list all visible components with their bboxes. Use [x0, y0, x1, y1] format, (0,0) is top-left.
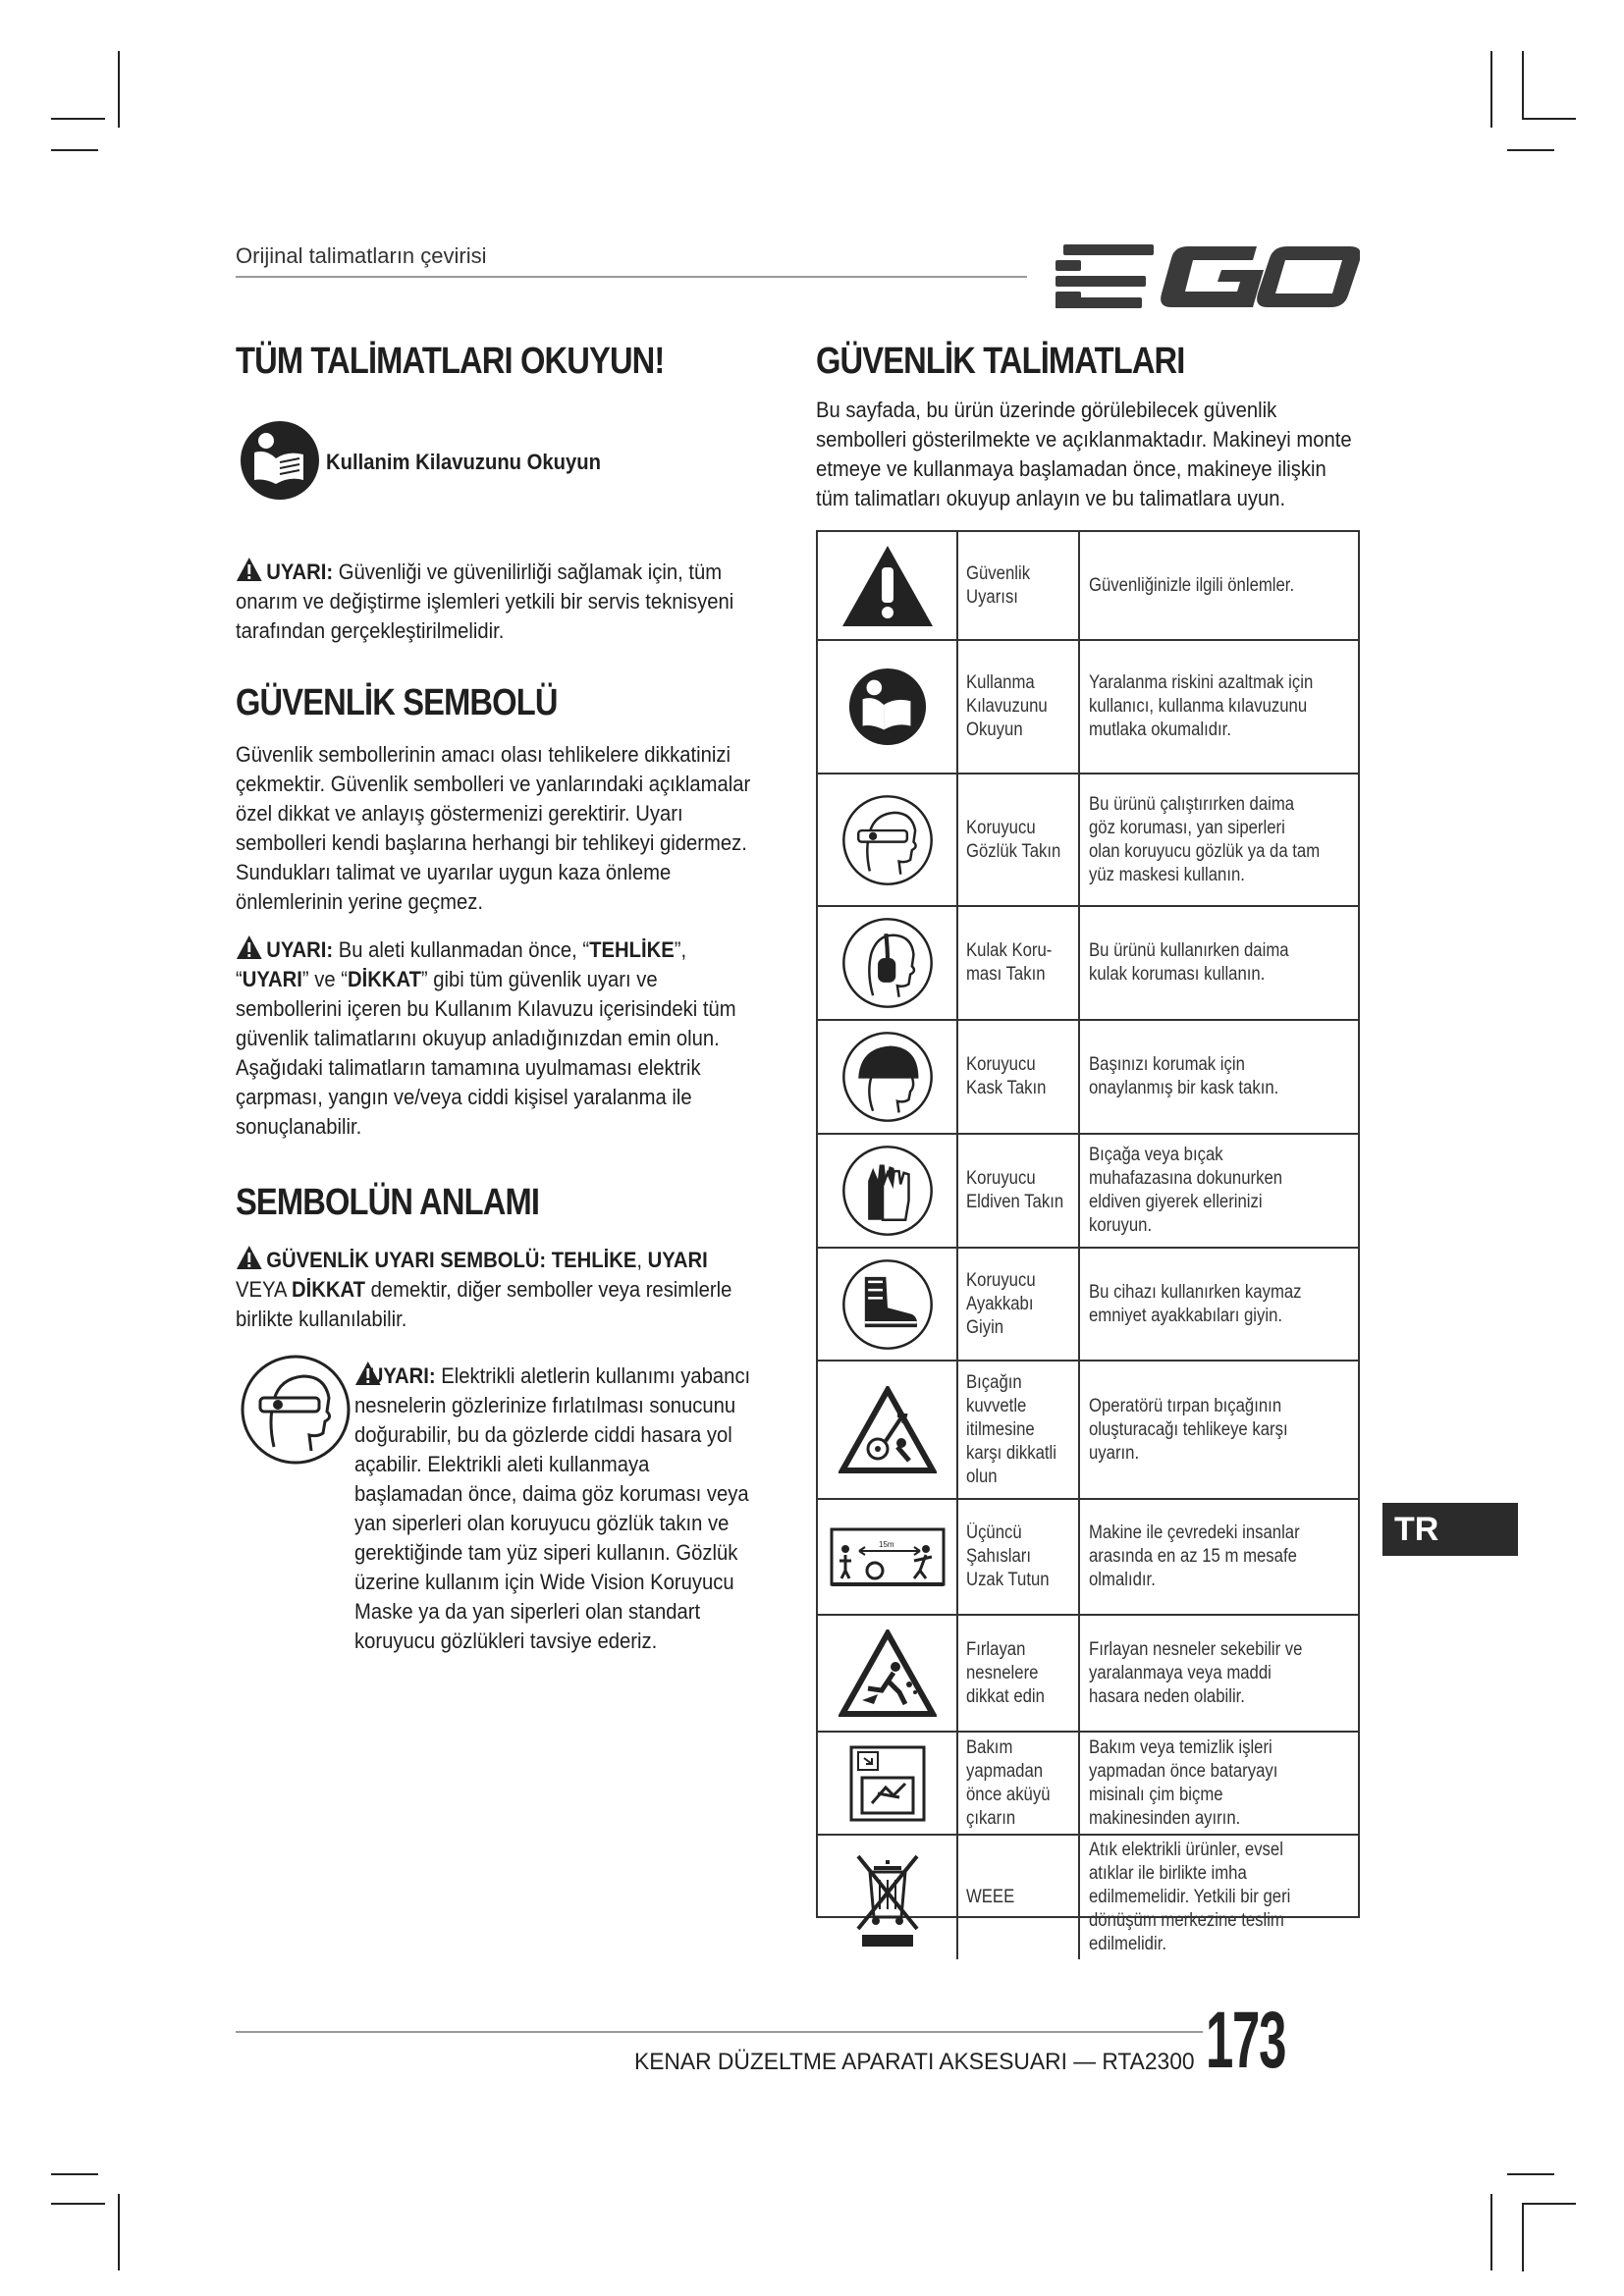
symbol-description-cell [1082, 1135, 1358, 1247]
symbol-description-cell [1082, 1021, 1358, 1133]
crop-mark [51, 149, 98, 151]
crop-mark [1507, 149, 1554, 151]
symbol-name-cell [958, 774, 1080, 905]
symbol-description-cell [1082, 641, 1358, 773]
symbol-name: Koruyucu Gözlük Takın [966, 817, 1061, 862]
table-row [818, 1614, 1358, 1731]
symbol-description: Operatörü tırpan bıçağının oluşturacağı tehlikeye karşı uyarın. [1089, 1395, 1288, 1464]
warning-eye-protection [354, 1361, 761, 1656]
table-row [818, 1133, 1358, 1247]
meaning-bold-2: TEHLİKE [546, 1248, 637, 1272]
symbol-name: Koruyucu Ayakkabı Giyin [966, 1269, 1036, 1338]
meaning-bold-1: GÜVENLİK UYARI SEMBOLÜ: [266, 1248, 547, 1272]
caution-word: DİKKAT [347, 967, 421, 991]
warning-text-2: ”, “ [236, 937, 687, 991]
table-row [818, 639, 1358, 773]
eye-protection-icon [239, 1353, 352, 1467]
header-rule [236, 276, 1027, 278]
symbol-name: Koruyucu Eldiven Takın [966, 1168, 1064, 1212]
ear-protection-icon [840, 916, 935, 1010]
remove-battery-icon [848, 1744, 927, 1823]
heading-read-instructions: TÜM TALİMATLARI OKUYUN! [236, 341, 665, 382]
symbol-description: Makine ile çevredeki insanlar arasında en az 15 m mesafe olmalıdır. [1089, 1522, 1300, 1590]
symbol-description: Atık elektrikli ürünler, evsel atıklar ile birlikte imha edilmemelidir. Yetkili bir geri dönüşüm merkezine teslim edilmelidir. [1089, 1840, 1291, 1954]
footer-rule [236, 2031, 1203, 2033]
blade-thrust-icon [839, 1386, 937, 1474]
heading-safety-symbol: GÜVENLİK SEMBOLÜ [236, 682, 558, 723]
symbol-description: Bakım veya temizlik işleri yapmadan önce bataryayı misinalı çim biçme makinesinden ayırın. [1089, 1736, 1278, 1829]
symbol-description-cell [1082, 532, 1358, 639]
symbol-description-cell [1082, 1249, 1358, 1360]
warning-label: UYARI: [266, 560, 334, 584]
symbol-cell [818, 1500, 958, 1614]
symbol-name-cell [958, 1135, 1080, 1247]
safety-alert-icon [840, 544, 935, 628]
symbol-description-cell [1082, 1616, 1358, 1731]
warning-read-manual [236, 934, 760, 1142]
table-row [818, 1360, 1358, 1498]
page-number: 173 [1206, 1996, 1286, 2085]
symbol-meaning-paragraph [236, 1245, 760, 1334]
heading-symbol-meaning: SEMBOLÜN ANLAMI [236, 1182, 540, 1223]
symbol-name-cell [958, 532, 1080, 639]
symbol-name-cell [958, 1500, 1080, 1614]
symbol-name: WEEE [966, 1887, 1015, 1907]
symbol-cell [818, 1733, 958, 1834]
meaning-text-1: , [636, 1248, 648, 1272]
symbol-name-cell [958, 641, 1080, 773]
symbol-description: Fırlayan nesneler sekebilir ve yaralanmaya veya maddi hasara neden olabilir. [1089, 1638, 1303, 1707]
symbol-description: Bu ürünü çalıştırırken daima göz koruması, yan siperleri olan koruyucu gözlük ya da tam yüz maskesi kullanın. [1089, 793, 1321, 885]
crop-mark [51, 118, 105, 120]
crop-mark [1522, 2203, 1524, 2271]
read-manual-icon [239, 419, 321, 502]
symbol-name: Üçüncü Şahısları Uzak Tutun [966, 1522, 1050, 1590]
crop-mark [51, 2203, 105, 2205]
read-manual-icon [847, 667, 928, 747]
table-row [818, 1247, 1358, 1360]
symbol-paragraph: Güvenlik sembollerinin amacı olası tehlikelere dikkatinizi çekmektir. Güvenlik sembolleri ve yanlarındaki açıklamalar özel dikkat ve anlayış göstermenizi gerektirir. Uyarı sembolleri kendi başlarına herhangi bir tehlikeyi gidermez. Sundukları talimat ve uyarılar uygun kaza önleme önlemlerinin yerine geçmez. [236, 742, 751, 914]
symbol-name: Bıçağın kuvvetle itilmesine karşı dikkatli olun [966, 1371, 1056, 1487]
danger-word: TEHLİKE [589, 937, 675, 962]
warning-text: Elektrikli aletlerin kullanımı yabancı nesnelerin gözlerinize fırlatılması sonucunu doğurabilir, bu da gözlerde ciddi hasara yol açabilir. Elektrikli aleti kullanmaya başlamadan önce, daima göz koruması veya yan siperleri olan koruyucu gözlük takın ve gerektiğinde tam yüz siperi kullanın. Gözlük üzerine kullanım için Wide Vision Koruyucu Maske ya da yan siperleri olan standart koruyucu gözlükleri tavsiye ederiz. [354, 1363, 751, 1653]
symbol-cell [818, 1135, 958, 1247]
symbol-cell [818, 532, 958, 639]
warning-triangle-icon [236, 557, 263, 582]
symbol-cell [818, 907, 958, 1019]
symbol-cell [818, 1021, 958, 1133]
boots-icon [840, 1257, 935, 1352]
helmet-icon [840, 1030, 935, 1124]
crop-mark [118, 2194, 120, 2270]
warning-word: UYARI [242, 967, 302, 991]
warning-repair [236, 557, 760, 646]
symbol-description: Bıçağa veya bıçak muhafazasına dokunurken eldiven giyerek ellerinizi koruyun. [1089, 1145, 1283, 1236]
header-subtitle: Orijinal talimatların çevirisi [236, 243, 487, 268]
warning-label: UYARI: [266, 937, 334, 962]
meaning-bold-3: UYARI [647, 1248, 708, 1272]
language-tab: TR [1382, 1503, 1518, 1556]
symbol-description-cell [1082, 774, 1358, 905]
table-row [818, 773, 1358, 905]
symbol-name: Koruyucu Kask Takın [966, 1054, 1047, 1098]
symbol-name: Güvenlik Uyarısı [966, 562, 1031, 608]
gloves-icon [840, 1144, 935, 1238]
table-row [818, 1834, 1358, 1959]
symbol-cell [818, 641, 958, 773]
symbol-name: Bakım yapmadan önce aküyü çıkarın [966, 1736, 1051, 1829]
warning-text-1: Bu aleti kullanmadan önce, “ [333, 937, 590, 962]
keep-away-icon [830, 1527, 946, 1586]
crop-mark [1522, 2203, 1576, 2205]
symbol-name: Kullanma Kılavuzunu Okuyun [966, 672, 1048, 740]
symbol-description: Güvenliğinizle ilgili önlemler. [1089, 574, 1295, 596]
warning-label: UYARI: [368, 1363, 436, 1388]
svg-text:15m: 15m [878, 1540, 894, 1549]
symbol-description: Yaralanma riskini azaltmak için kullanıcı, kullanma kılavuzunu mutlaka okumalıdır. [1089, 672, 1314, 740]
table-row [818, 1019, 1358, 1133]
table-row [818, 1498, 1358, 1614]
symbol-description-cell [1082, 1500, 1358, 1614]
symbol-description-cell [1082, 907, 1358, 1019]
safety-intro: Bu sayfada, bu ürün üzerinde görülebilecek güvenlik sembolleri gösterilmekte ve açıklanmaktadır. Makineyi monte etmeye ve kullanmaya başlamadan önce, makineye ilişkin tüm talimatları okuyup anlayın ve bu talimatlara uyun. [816, 398, 1352, 510]
symbol-cell [818, 1362, 958, 1498]
symbol-description-cell [1082, 1733, 1358, 1834]
warning-text-3: ” ve “ [301, 967, 348, 991]
eye-protection-icon [840, 793, 935, 887]
crop-mark [1522, 118, 1576, 120]
symbol-name-cell [958, 1362, 1080, 1498]
symbol-name-cell [958, 1733, 1080, 1834]
warning-text-4: ” gibi tüm güvenlik uyarı ve sembollerini içeren bu Kullanım Kılavuzu içerisindeki tüm güvenlik talimatlarını okuyup anladığınızdan emin olun. Aşağıdaki talimatların tamamına uyulmaması elektrik çarpması, yangın ve/veya ciddi kişisel yaralanma ile sonuçlanabilir. [236, 967, 736, 1139]
safety-symbol-table [816, 530, 1360, 1954]
symbol-description-cell [1082, 1362, 1358, 1498]
warning-triangle-icon [236, 934, 263, 960]
meaning-text-3: demektir, diğer semboller veya resimlerle birlikte kullanılabilir. [236, 1277, 732, 1331]
symbol-cell [818, 774, 958, 905]
crop-mark [1490, 2194, 1492, 2270]
symbol-description-cell [1082, 1836, 1358, 1959]
crop-mark [118, 51, 120, 128]
meaning-text-2: VEYA [236, 1277, 293, 1302]
crop-mark [1490, 51, 1492, 128]
weee-icon [846, 1846, 929, 1949]
symbol-name-cell [958, 1836, 1080, 1959]
meaning-bold-4: DİKKAT [292, 1277, 365, 1302]
footer-title: KENAR DÜZELTME APARATI AKSESUARI — RTA2300 [634, 2049, 1195, 2075]
symbol-description: Bu cihazı kullanırken kaymaz emniyet ayakkabıları giyin. [1089, 1281, 1302, 1326]
symbol-name: Fırlayan nesnelere dikkat edin [966, 1638, 1045, 1707]
symbol-name-cell [958, 1021, 1080, 1133]
symbol-cell [818, 1836, 958, 1959]
read-manual-label: Kullanim Kilavuzunu Okuyun [326, 450, 602, 474]
heading-safety-instructions: GÜVENLİK TALİMATLARI [816, 341, 1185, 382]
symbol-description: Başınızı korumak için onaylanmış bir kask takın. [1089, 1054, 1279, 1098]
ego-logo [1056, 240, 1360, 311]
table-row [818, 905, 1358, 1019]
symbol-name: Kulak Koru- ması Takın [966, 940, 1053, 985]
warning-text: Güvenliği ve güvenilirliği sağlamak için, tüm onarım ve değiştirme işlemleri yetkili bir servis teknisyeni tarafından gerçekleştirilmelidir. [236, 560, 734, 643]
thrown-objects-icon [839, 1629, 937, 1718]
symbol-name-cell [958, 1616, 1080, 1731]
symbol-name-cell [958, 907, 1080, 1019]
symbol-description: Bu ürünü kullanırken daima kulak koruması kullanın. [1089, 940, 1289, 985]
table-row [818, 532, 1358, 639]
table-row [818, 1731, 1358, 1834]
crop-mark [1507, 2173, 1554, 2175]
symbol-name-cell [958, 1249, 1080, 1360]
warning-triangle-icon [236, 1245, 263, 1270]
symbol-cell [818, 1249, 958, 1360]
crop-mark [51, 2173, 98, 2175]
symbol-cell [818, 1616, 958, 1731]
crop-mark [1522, 51, 1524, 120]
